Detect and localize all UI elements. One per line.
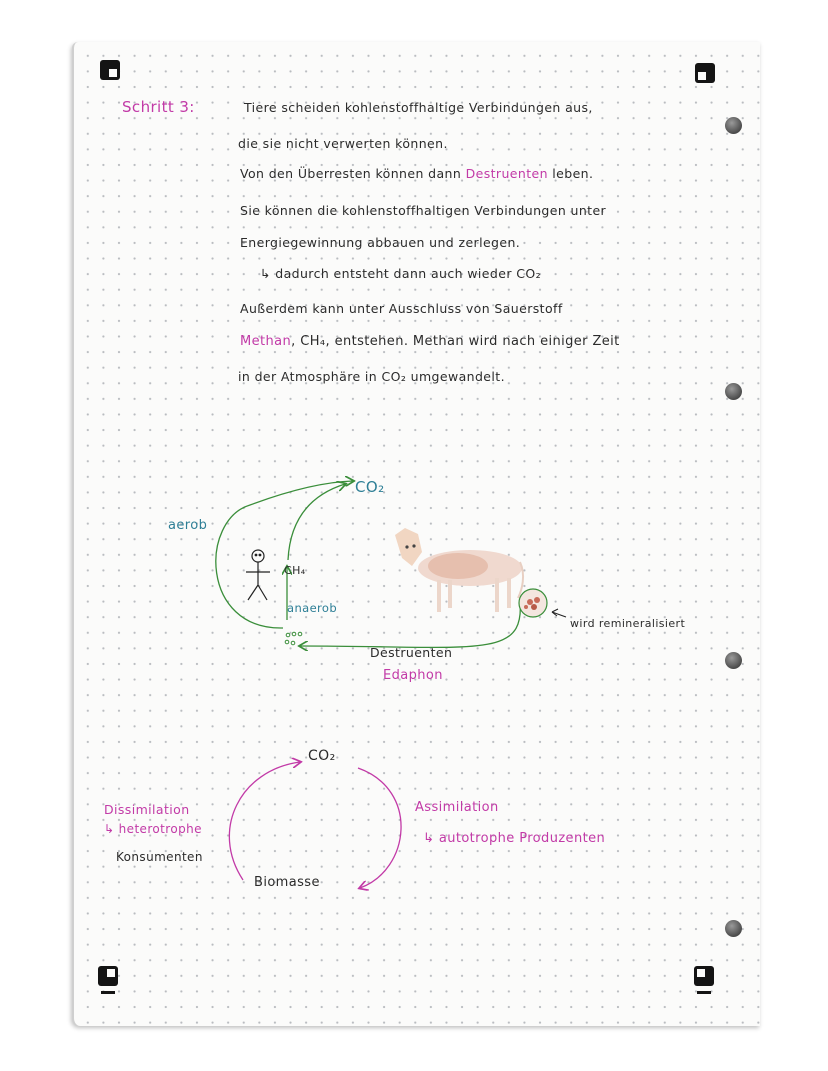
text-line-3-end: leben. xyxy=(552,166,594,181)
text-line-4: Sie können die kohlenstoffhaltigen Verbindungen unter xyxy=(240,203,607,218)
anaerob-label: anaerob xyxy=(287,601,338,615)
biomasse-label: Biomasse xyxy=(254,875,320,890)
term-destruenten: Destruenten xyxy=(465,166,548,181)
text-line-9: in der Atmosphäre in CO₂ umgewandelt. xyxy=(238,369,505,384)
stick-figure-icon xyxy=(246,550,270,600)
remineral-pointer xyxy=(552,612,566,617)
text-line-5: Energiegewinnung abbauen und zerlegen. xyxy=(240,235,521,250)
text-line-2: die sie nicht verwerten können. xyxy=(238,136,448,151)
term-methan: Methan xyxy=(240,334,292,349)
methane-arrow xyxy=(288,484,345,560)
text-line-6: ↳ dadurch entsteht dann auch wieder CO₂ xyxy=(260,266,542,281)
co2-label-top: CO₂ xyxy=(355,478,385,496)
cow-illustration-icon xyxy=(395,528,523,612)
heterotrophe-label: ↳ heterotrophe xyxy=(104,822,202,836)
remineral-label: wird remineralisiert xyxy=(570,617,686,630)
text-line-1: Tiere scheiden kohlenstoffhaltige Verbindungen aus, xyxy=(244,100,593,115)
decomposer-circles-icon xyxy=(285,632,302,645)
ch4-label: CH₄ xyxy=(284,564,306,577)
dissimilation-arc xyxy=(229,762,300,880)
aerob-label: aerob xyxy=(168,518,208,533)
text-line-3-start: Von den Überresten können dann xyxy=(240,166,462,181)
destruenten-label: Destruenten xyxy=(370,645,453,660)
assimilation-label: Assimilation xyxy=(415,800,499,815)
edaphon-label: Edaphon xyxy=(383,668,443,683)
text-line-8-rest: , CH₄, entstehen. Methan wird nach einiger Zeit xyxy=(291,334,620,349)
dung-pile-icon xyxy=(519,589,547,617)
step-heading: Schritt 3: xyxy=(122,98,195,116)
konsumenten-label: Konsumenten xyxy=(116,850,203,864)
text-line-7: Außerdem kann unter Ausschluss von Sauerstoff xyxy=(240,301,563,316)
co2-label-bottom: CO₂ xyxy=(308,748,336,764)
autotrophe-label: ↳ autotrophe Produzenten xyxy=(423,831,606,846)
assimilation-arc xyxy=(358,768,401,888)
dissimilation-label: Dissimilation xyxy=(104,802,190,817)
